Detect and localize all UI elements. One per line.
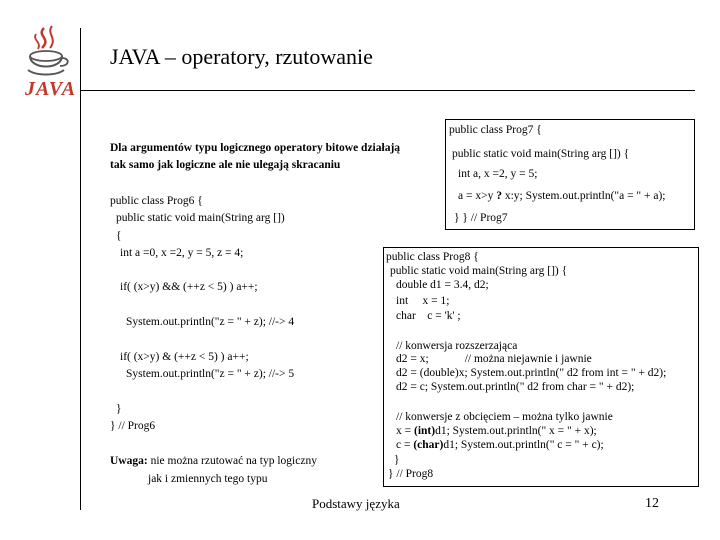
prog8-line: double d1 = 3.4, d2; — [396, 279, 489, 291]
title-underline — [80, 90, 695, 91]
prog6-line: { — [116, 230, 122, 242]
prog6-line: if( (x>y) && (++z < 5) ) a++; — [120, 281, 258, 293]
prog7-line: public class Prog7 { — [449, 124, 542, 136]
prog7-expr: a = x>y — [458, 190, 497, 202]
prog8-line: d2 = c; System.out.println(" d2 from char = " + d2); — [396, 381, 635, 393]
prog7-expr-rest: x:y; System.out.println("a = " + a); — [501, 190, 666, 202]
intro-line-2: tak samo jak logiczne ale nie ulegają skracaniu — [110, 159, 341, 171]
prog8-assign-rest: d1; System.out.println(" c = " + c); — [443, 439, 604, 451]
prog7-line: int a, x =2, y = 5; — [458, 168, 538, 180]
vertical-rule — [80, 28, 81, 510]
prog7-box — [445, 119, 695, 230]
prog8-line: char c = 'k' ; — [396, 310, 461, 322]
prog8-assign: c = — [396, 439, 414, 451]
prog6-line: int a =0, x =2, y = 5, z = 4; — [120, 247, 244, 259]
footer-text: Podstawy języka — [312, 496, 400, 511]
prog6-line: } // Prog6 — [110, 420, 156, 432]
prog7-line: public static void main(String arg []) { — [452, 148, 630, 160]
prog6-line: System.out.println("z = " + z); //-> 4 — [126, 316, 295, 328]
prog8-line: d2 = (double)x; System.out.println(" d2 from int = " + d2); — [396, 367, 667, 379]
note-text: nie można rzutować na typ logiczny — [147, 455, 317, 467]
prog8-comment: // można niejawnie i jawnie — [464, 353, 592, 365]
note-label: Uwaga: — [110, 455, 148, 467]
prog8-assign-rest: d1; System.out.println(" x = " + x); — [435, 425, 597, 437]
prog8-assign: x = — [396, 425, 414, 437]
prog8-line: } — [394, 454, 400, 466]
prog8-line: public class Prog8 { — [386, 251, 479, 263]
prog8-box — [383, 247, 699, 487]
prog8-line — [396, 438, 604, 452]
int-cast: (int) — [414, 425, 436, 437]
prog6-line: public static void main(String arg []) — [116, 212, 285, 224]
char-cast: (char) — [413, 439, 444, 451]
note-line-2: jak i zmiennych tego typu — [148, 473, 268, 485]
page-number: 12 — [645, 496, 659, 511]
intro-line-1: Dla argumentów typu logicznego operatory bitowe działają — [110, 142, 401, 154]
note-line-1 — [110, 454, 317, 468]
prog8-line — [396, 424, 597, 438]
prog6-line: public class Prog6 { — [110, 195, 203, 207]
prog8-line: int x = 1; — [396, 295, 450, 307]
prog8-line: // konwersja rozszerzająca — [396, 340, 518, 352]
prog8-line: // konwersje z obcięciem – można tylko jawnie — [396, 411, 613, 423]
prog6-line: System.out.println("z = " + z); //-> 5 — [126, 368, 295, 380]
prog7-line: } } // Prog7 — [454, 212, 508, 224]
ternary-operator: ? — [496, 190, 502, 202]
prog6-line: } — [116, 403, 122, 415]
prog8-line — [396, 352, 592, 366]
prog8-line: } // Prog8 — [388, 468, 434, 480]
java-logo — [22, 22, 77, 107]
prog7-line — [458, 189, 666, 203]
prog8-line: public static void main(String arg []) { — [390, 265, 568, 277]
logo-text: JAVA — [25, 78, 77, 100]
prog6-line: if( (x>y) & (++z < 5) ) a++; — [120, 351, 249, 363]
prog8-assign: d2 = x; — [396, 353, 429, 365]
page-title: JAVA – operatory, rzutowanie — [110, 44, 373, 69]
